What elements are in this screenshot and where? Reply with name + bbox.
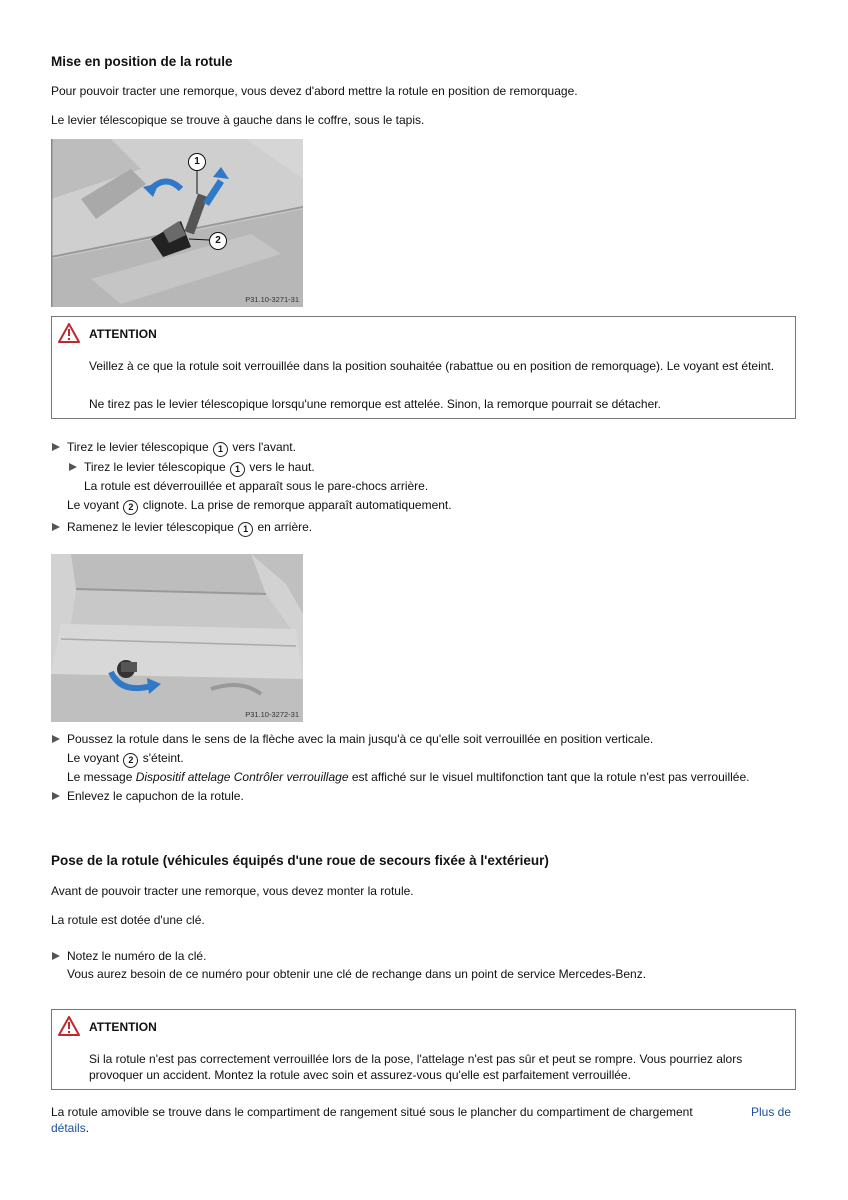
bullet-arrow-icon [52,735,60,743]
message-note: Le message Dispositif attelage Contrôler verrouillage est affiché sur le visuel multifonction tant que la rotule n'est pas verrouillée. [67,770,750,784]
indicator-blinks-note: Le voyant 2 clignote. La prise de remorque apparaît automatiquement. [67,497,452,515]
indicator-off-note: Le voyant 2 s'éteint. [67,750,184,768]
lever-location-paragraph: Le levier télescopique se trouve à gauche dans le coffre, sous le tapis. [51,113,425,127]
towball-illustration [51,554,303,722]
warning-triangle-icon [58,1016,80,1036]
warning-text-2: Ne tirez pas le levier télescopique lorsqu'une remorque est attelée. Sinon, la remorque pourrait se détacher. [89,397,661,411]
warning-title: ATTENTION [89,327,157,341]
step-remove-cap: Enlevez le capuchon de la rotule. [67,789,244,803]
step-return-lever: Ramenez le levier télescopique 1 en arrière. [67,519,312,537]
more-details-link-part2[interactable]: détails [51,1121,86,1135]
more-details-link-part1[interactable]: Plus de [751,1105,792,1119]
footer-text: La rotule amovible se trouve dans le compartiment de rangement situé sous le plancher du compartiment de chargement [51,1105,693,1119]
key-paragraph: La rotule est dotée d'une clé. [51,913,205,927]
bullet-arrow-icon [52,523,60,531]
mount-paragraph: Avant de pouvoir tracter une remorque, vous devez monter la rotule. [51,884,414,898]
callout-1: 1 [188,153,206,171]
figure-code: P31.10-3271-31 [245,295,299,304]
bullet-arrow-icon [52,952,60,960]
warning-text: Si la rotule n'est pas correctement verrouillée lors de la pose, l'attelage n'est pas sûr et peut se rompre. Vous pourriez alors provoquer un accident. Montez la rotule avec soin et assurez-vous qu'elle est parfaitement verrouillée. [89,1052,743,1082]
bullet-arrow-icon [69,463,77,471]
callout-2-inline: 2 [123,753,138,768]
section-heading-rotule-pose: Pose de la rotule (véhicules équipés d'une roue de secours fixée à l'extérieur) [51,853,549,868]
section-heading-rotule-position: Mise en position de la rotule [51,54,233,69]
warning-triangle-icon [58,323,80,343]
callout-2-inline: 2 [123,500,138,515]
step-pull-up: Tirez le levier télescopique 1 vers le haut. [84,459,315,477]
step-push-towball: Poussez la rotule dans le sens de la flèche avec la main jusqu'à ce qu'elle soit verrouillée en position verticale. [67,732,654,746]
lever-illustration [51,139,303,307]
key-replacement-note: Vous aurez besoin de ce numéro pour obtenir une clé de rechange dans un point de service Mercedes-Benz. [67,967,647,981]
step-pull-forward: Tirez le levier télescopique 1 vers l'avant. [67,439,296,457]
callout-1-inline: 1 [213,442,228,457]
warning-box-1 [51,316,796,419]
warning-title: ATTENTION [89,1020,157,1034]
callout-1-inline: 1 [238,522,253,537]
step-note-key: Notez le numéro de la clé. [67,949,207,963]
callout-2: 2 [209,232,227,250]
bullet-arrow-icon [52,443,60,451]
callout-1-inline: 1 [230,462,245,477]
intro-paragraph: Pour pouvoir tracter une remorque, vous devez d'abord mettre la rotule en position de remorquage. [51,84,578,98]
figure-code: P31.10-3272-31 [245,710,299,719]
step-note-unlocked: La rotule est déverrouillée et apparaît sous le pare-chocs arrière. [84,479,429,493]
more-details-line: détails. [51,1121,90,1135]
warning-text-1: Veillez à ce que la rotule soit verrouillée dans la position souhaitée (rabattue ou en position de remorquage). Le voyant est éteint. [89,359,775,373]
warning-box-2 [51,1009,796,1090]
bullet-arrow-icon [52,792,60,800]
